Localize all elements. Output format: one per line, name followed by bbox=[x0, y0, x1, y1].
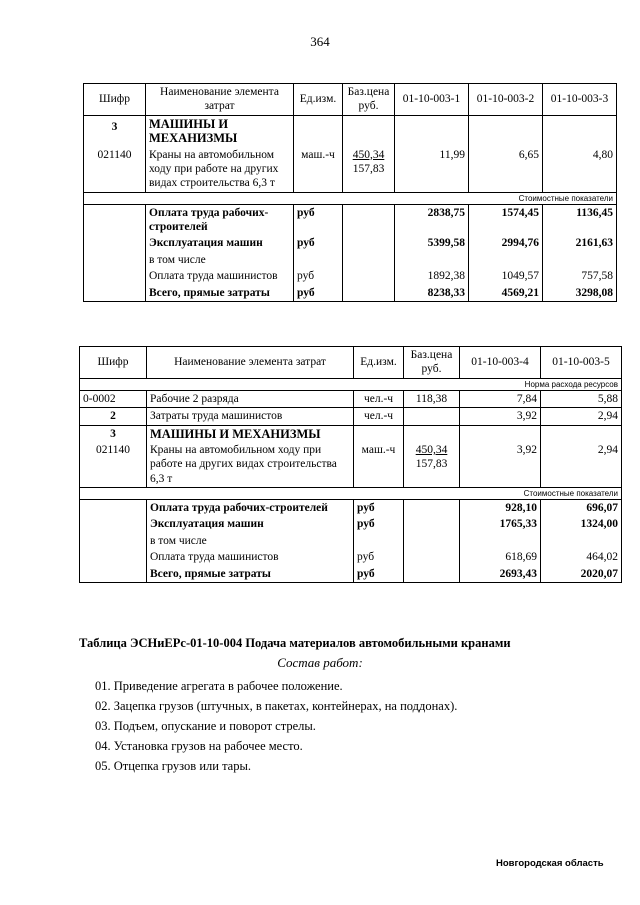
cost-value-1: 1892,38 bbox=[395, 268, 469, 284]
cost-row-total bbox=[80, 566, 622, 583]
cost-value-1: 5399,58 bbox=[395, 235, 469, 251]
price-bottom: 157,83 bbox=[415, 458, 448, 471]
machine-unit: маш.-ч bbox=[354, 442, 404, 488]
resource-value-1: 3,92 bbox=[460, 408, 541, 425]
resource-price: 118,38 bbox=[404, 390, 460, 407]
header-code: Шифр bbox=[84, 84, 146, 116]
cost-value-3: 3298,08 bbox=[543, 285, 617, 302]
cost-row bbox=[84, 235, 617, 251]
header-unit: Ед.изм. bbox=[294, 84, 343, 116]
cost-row bbox=[80, 549, 622, 565]
resource-name: Затраты труда машинистов bbox=[147, 408, 354, 425]
section-title: МАШИНЫ И МЕХАНИЗМЫ bbox=[147, 425, 354, 442]
machine-unit: маш.-ч bbox=[294, 147, 343, 193]
price-bottom: 157,83 bbox=[352, 162, 385, 175]
machine-name: Краны на автомобильном ходу при работе на других видах строительства 6,3 т bbox=[147, 442, 354, 488]
machine-price bbox=[404, 442, 460, 488]
resource-label-row bbox=[80, 378, 622, 390]
cost-name: Всего, прямые затраты bbox=[146, 285, 294, 302]
resource-row bbox=[80, 408, 622, 425]
table-header bbox=[84, 84, 617, 116]
works-item: 01. Приведение агрегата в рабочее положение. bbox=[95, 679, 343, 693]
cost-unit: руб bbox=[354, 566, 404, 583]
works-item: 05. Отцепка грузов или тары. bbox=[95, 759, 252, 773]
resource-value-2: 2,94 bbox=[541, 408, 622, 425]
cost-row bbox=[84, 268, 617, 284]
cost-value-2: 2020,07 bbox=[541, 566, 622, 583]
cost-value-2: 4569,21 bbox=[469, 285, 543, 302]
resource-unit: чел.-ч bbox=[354, 408, 404, 425]
page-number: 364 bbox=[310, 34, 330, 49]
cost-value-1: 928,10 bbox=[460, 500, 541, 517]
cost-unit: руб bbox=[354, 500, 404, 517]
header-col-2: 01-10-003-2 bbox=[469, 84, 543, 116]
cost-value-2: 1049,57 bbox=[469, 268, 543, 284]
cost-name: Эксплуатация машин bbox=[146, 235, 294, 251]
cost-value-2: 1574,45 bbox=[469, 204, 543, 235]
section-row bbox=[84, 115, 617, 146]
header-code: Шифр bbox=[80, 347, 147, 379]
cost-value-3: 2161,63 bbox=[543, 235, 617, 251]
cost-unit: руб bbox=[354, 549, 404, 565]
header-unit: Ед.изм. bbox=[354, 347, 404, 379]
machine-value-2: 2,94 bbox=[541, 442, 622, 488]
cost-value-1: 618,69 bbox=[460, 549, 541, 565]
cost-label-row bbox=[84, 192, 617, 204]
header-col-2: 01-10-003-5 bbox=[541, 347, 622, 379]
cost-name: в том числе bbox=[147, 533, 354, 549]
machine-value-1: 11,99 bbox=[395, 147, 469, 193]
machine-value-2: 6,65 bbox=[469, 147, 543, 193]
resource-unit: чел.-ч bbox=[354, 390, 404, 407]
cost-label: Стоимостные показатели bbox=[84, 192, 617, 204]
section-title: МАШИНЫ И МЕХАНИЗМЫ bbox=[146, 115, 294, 146]
cost-row bbox=[80, 500, 622, 517]
cost-value-3: 1136,45 bbox=[543, 204, 617, 235]
table-header bbox=[80, 347, 622, 379]
cost-row-total bbox=[84, 285, 617, 302]
header-col-3: 01-10-003-3 bbox=[543, 84, 617, 116]
header-col-1: 01-10-003-1 bbox=[395, 84, 469, 116]
machine-price bbox=[343, 147, 395, 193]
header-base-price: Баз.цена руб. bbox=[343, 84, 395, 116]
cost-value-2: 464,02 bbox=[541, 549, 622, 565]
resource-label: Норма расхода ресурсов bbox=[80, 378, 622, 390]
cost-unit: руб bbox=[294, 268, 343, 284]
section-row bbox=[80, 425, 622, 442]
machine-value-1: 3,92 bbox=[460, 442, 541, 488]
price-top: 450,34 bbox=[415, 443, 448, 456]
table-caption: Таблица ЭСНиЕРс-01-10-004 Подача материалов автомобильными кранами bbox=[79, 636, 511, 650]
machine-row bbox=[80, 442, 622, 488]
header-name: Наименование элемента затрат bbox=[147, 347, 354, 379]
cost-label-row bbox=[80, 488, 622, 500]
section-code: 3 bbox=[84, 115, 146, 146]
machine-code: 021140 bbox=[84, 147, 146, 193]
works-title: Состав работ: bbox=[277, 655, 363, 670]
header-base-price: Баз.цена руб. bbox=[404, 347, 460, 379]
works-item: 02. Зацепка грузов (штучных, в пакетах, контейнерах, на поддонах). bbox=[95, 699, 458, 713]
cost-value-2: 2994,76 bbox=[469, 235, 543, 251]
cost-name: в том числе bbox=[146, 252, 294, 268]
cost-value-3: 757,58 bbox=[543, 268, 617, 284]
cost-name: Оплата труда рабочих-строителей bbox=[147, 500, 354, 517]
resource-row bbox=[80, 390, 622, 407]
cost-unit: руб bbox=[294, 285, 343, 302]
machine-code: 021140 bbox=[80, 442, 147, 488]
machine-name: Краны на автомобильном ходу при работе на других видах строительства 6,3 т bbox=[146, 147, 294, 193]
cost-value-1: 1765,33 bbox=[460, 516, 541, 532]
works-list bbox=[95, 676, 457, 776]
cost-name: Всего, прямые затраты bbox=[147, 566, 354, 583]
cost-name: Эксплуатация машин bbox=[147, 516, 354, 532]
cost-row bbox=[84, 252, 617, 268]
resource-name: Рабочие 2 разряда bbox=[147, 390, 354, 407]
machine-row bbox=[84, 147, 617, 193]
cost-label: Стоимостные показатели bbox=[80, 488, 622, 500]
cost-value-1: 8238,33 bbox=[395, 285, 469, 302]
cost-value-2: 1324,00 bbox=[541, 516, 622, 532]
resource-table-1 bbox=[83, 83, 617, 302]
cost-name: Оплата труда рабочих-строителей bbox=[146, 204, 294, 235]
cost-value-2: 696,07 bbox=[541, 500, 622, 517]
header-col-1: 01-10-003-4 bbox=[460, 347, 541, 379]
machine-value-3: 4,80 bbox=[543, 147, 617, 193]
resource-value-1: 7,84 bbox=[460, 390, 541, 407]
works-item: 04. Установка грузов на рабочее место. bbox=[95, 739, 303, 753]
cost-row bbox=[80, 516, 622, 532]
resource-code: 2 bbox=[80, 408, 147, 425]
cost-unit: руб bbox=[294, 204, 343, 235]
price-top: 450,34 bbox=[352, 148, 385, 161]
works-item: 03. Подъем, опускание и поворот стрелы. bbox=[95, 719, 316, 733]
section-code: 3 bbox=[80, 425, 147, 442]
cost-unit: руб bbox=[294, 235, 343, 251]
resource-price bbox=[404, 408, 460, 425]
cost-row bbox=[80, 533, 622, 549]
header-name: Наименование элемента затрат bbox=[146, 84, 294, 116]
cost-value-1: 2838,75 bbox=[395, 204, 469, 235]
footer-region: Новгородская область bbox=[496, 858, 604, 869]
resource-table-2 bbox=[79, 346, 622, 583]
resource-code: 0-0002 bbox=[80, 390, 147, 407]
cost-row bbox=[84, 204, 617, 235]
cost-name: Оплата труда машинистов bbox=[147, 549, 354, 565]
cost-unit: руб bbox=[354, 516, 404, 532]
cost-value-1: 2693,43 bbox=[460, 566, 541, 583]
resource-value-2: 5,88 bbox=[541, 390, 622, 407]
cost-name: Оплата труда машинистов bbox=[146, 268, 294, 284]
